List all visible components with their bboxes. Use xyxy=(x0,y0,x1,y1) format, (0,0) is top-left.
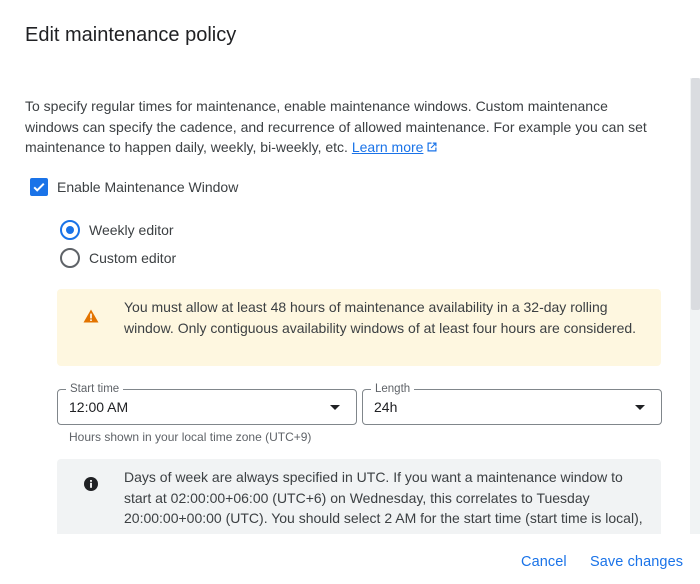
checkmark-icon xyxy=(32,180,46,194)
warning-text: You must allow at least 48 hours of maintenance availability in a 32-day rolling window. Only contiguous availability windows of at least four hours are considered. xyxy=(124,299,637,336)
enable-maintenance-window-checkbox[interactable] xyxy=(30,178,48,196)
length-select[interactable] xyxy=(362,383,662,425)
scrollbar-thumb[interactable] xyxy=(691,78,700,310)
weekly-editor-radio[interactable] xyxy=(60,220,80,240)
weekly-editor-option[interactable] xyxy=(60,220,174,240)
info-text: Days of week are always specified in UTC. If you want a maintenance window to start at 02:00:00+06:00 (UTC+6) on Wednesday, this correlates to Tuesday 20:00:00+00:00 (UTC). You should select 2 AM for the start time (start time is local), xyxy=(124,467,644,549)
external-link-icon xyxy=(426,141,438,153)
start-time-select[interactable] xyxy=(57,383,357,425)
dialog-content[interactable] xyxy=(0,78,690,534)
dialog-footer xyxy=(0,534,700,584)
warning-banner xyxy=(57,289,661,366)
start-time-label: Start time xyxy=(66,382,123,396)
chevron-down-icon xyxy=(635,405,645,410)
timezone-hint: Hours shown in your local time zone (UTC+9) xyxy=(69,430,312,444)
length-label: Length xyxy=(371,382,414,396)
learn-more-link[interactable]: Learn more xyxy=(352,139,439,155)
enable-maintenance-window-label: Enable Maintenance Window xyxy=(57,179,239,195)
custom-editor-option[interactable] xyxy=(60,248,176,268)
start-time-value: 12:00 AM xyxy=(69,399,129,415)
chevron-down-icon xyxy=(330,405,340,410)
save-changes-button[interactable]: Save changes xyxy=(590,554,684,570)
warning-icon xyxy=(83,309,99,323)
enable-maintenance-window-row[interactable] xyxy=(30,178,238,196)
description-text: To specify regular times for maintenance, enable maintenance windows. Custom maintenance windows can specify the cadence, and recurrence of allowed maintenance. For example you can set maintenance to happen daily, weekly, bi-weekly, etc. xyxy=(25,98,647,155)
length-value: 24h xyxy=(374,399,398,415)
cancel-button[interactable]: Cancel xyxy=(521,554,567,570)
description xyxy=(25,96,655,158)
info-icon xyxy=(83,476,99,492)
dialog-title: Edit maintenance policy xyxy=(25,24,237,46)
weekly-editor-label: Weekly editor xyxy=(89,222,174,238)
custom-editor-radio[interactable] xyxy=(60,248,80,268)
custom-editor-label: Custom editor xyxy=(89,250,177,266)
